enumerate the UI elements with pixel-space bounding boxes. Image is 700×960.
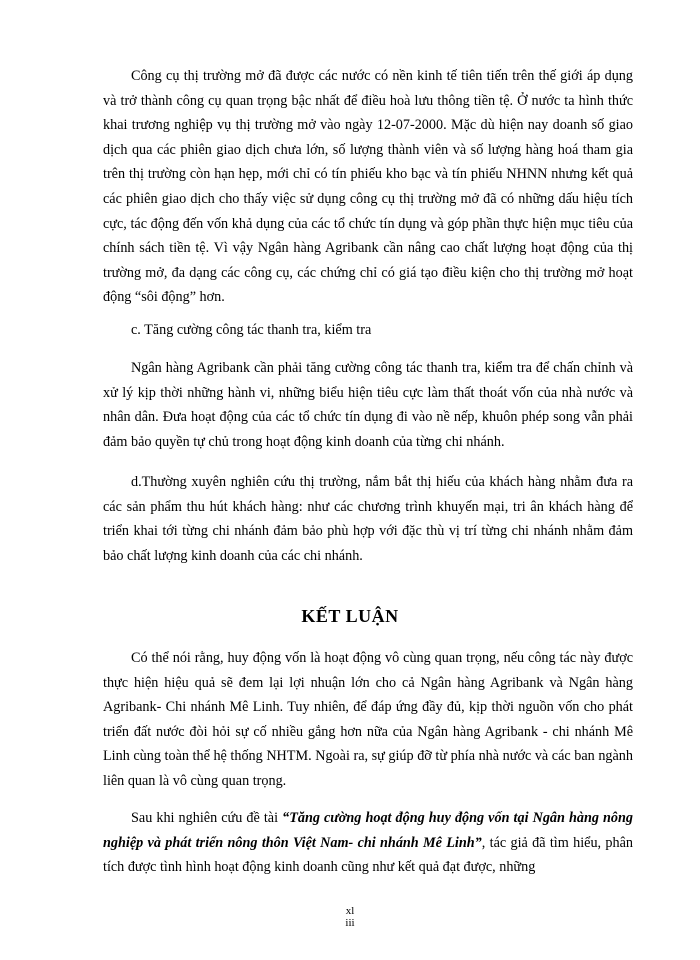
paragraph-open-market: Công cụ thị trường mở đã được các nước có nền kinh tế tiên tiến trên thế giới áp dụng và trở thành công cụ quan trọng bậc nhất để điều hoà lưu thông tiền tệ. Ở nước ta hình thức khai trương nghiệp vụ thị trường mở vào ngày 12-07-2000. Mặc dù hiện nay doanh số giao dịch qua các phiên giao dịch chưa lớn, số lượng thành viên và số lượng hàng hoá tham gia trên thị trường còn hạn hẹp, mới chỉ có tín phiếu kho bạc và tín phiếu NHNN nhưng kết quả các phiên giao dịch cho thấy việc sử dụng công cụ thị trường mở đã có những dấu hiệu tích cực, tác động đến vốn khả dụng của các tổ chức tín dụng và góp phần thực hiện mục tiêu của chính sách tiền tệ. Vì vậy Ngân hàng Agribank cần nâng cao chất lượng hoạt động của thị trường mở, đa dạng các công cụ, các chứng chỉ có giá tạo điều kiện cho thị trường mở hoạt động “sôi động” hơn. bbox=[103, 68, 633, 306]
paragraph-conclusion-2 bbox=[103, 806, 633, 880]
paragraph-conclusion-1: Có thể nói rằng, huy động vốn là hoạt động vô cùng quan trọng, nếu công tác này được thực hiện hiệu quả sẽ đem lại lợi nhuận lớn cho cả Ngân hàng Agribank và Ngân hàng Agribank- Chi nhánh Mê Linh. Tuy nhiên, để đáp ứng đầy đủ, kịp thời nguồn vốn cho phát triển đất nước đòi hỏi sự cố nhiều gắng hơn nữa của Ngân hàng Agribank - chi nhánh Mê Linh cùng toàn thể hệ thống NHTM. Ngoài ra, sự giúp đỡ từ phía nhà nước và các ban ngành liên quan là vô cùng quan trọng. bbox=[103, 650, 633, 789]
paragraph-conclusion-2-start: Sau khi nghiên cứu đề tài bbox=[131, 810, 283, 826]
thesis-title: “Tăng cường hoạt động huy động vốn tại Ngân hàng nông nghiệp và phát triển nông thôn Việt Nam- chi nhánh Mê Linh” bbox=[103, 810, 633, 851]
paragraph-market-research: d.Thường xuyên nghiên cứu thị trường, nắm bắt thị hiếu của khách hàng nhằm đưa ra các sản phẩm thu hút khách hàng: như các chương trình khuyến mại, tri ân khách hàng để triển khai tới từng chi nhánh đảm bảo phù hợp với đặc thù vị trí từng chi nhánh nhằm đảm bảo chất lượng kinh doanh của các chi nhánh. bbox=[103, 474, 633, 564]
subheading-c: c. Tăng cường công tác thanh tra, kiểm tra bbox=[131, 322, 372, 338]
conclusion-heading: KẾT LUẬN bbox=[301, 606, 399, 626]
page-number-line-2: iii bbox=[345, 917, 355, 929]
page-number-line-1: xl bbox=[345, 905, 355, 917]
paragraph-inspection: Ngân hàng Agribank cần phải tăng cường công tác thanh tra, kiểm tra để chấn chỉnh và xử lý kịp thời những hành vi, những biểu hiện tiêu cực làm thất thoát vốn của nhà nước và nhân dân. Đưa hoạt động của các tổ chức tín dụng đi vào nề nếp, khuôn phép song vẫn phải đảm bảo quyền tự chủ trong hoạt động kinh doanh của từng chi nhánh. bbox=[103, 360, 633, 450]
paragraph-conclusion-2-end: , tác giả đã tìm hiểu, phân tích được tình hình hoạt động kinh doanh cũng như kết quả đạt được, những bbox=[103, 834, 633, 876]
